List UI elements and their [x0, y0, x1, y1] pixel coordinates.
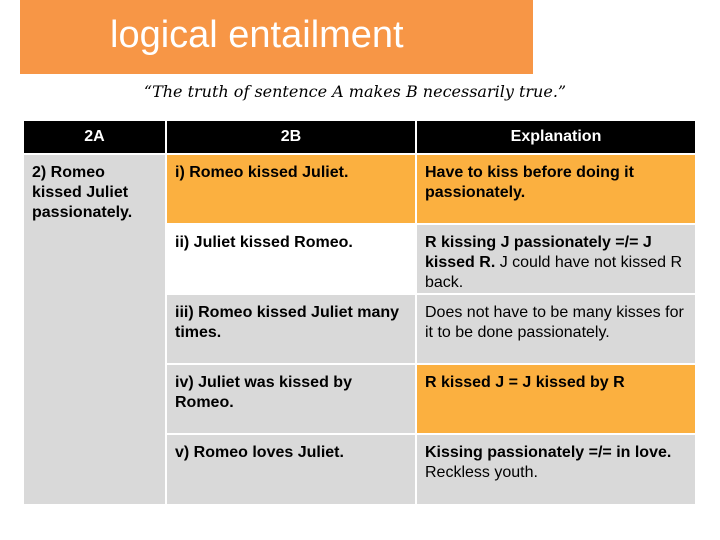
row-1-exp-bold: Have to kiss before doing it passionately.: [425, 164, 634, 201]
row-2-2b-text: ii) Juliet kissed Romeo.: [175, 234, 353, 251]
cell-2a-text: 2) Romeo kissed Juliet passionately.: [32, 164, 133, 221]
row-2-2b: [167, 225, 415, 293]
entailment-table: [24, 121, 695, 504]
row-2-explanation: [417, 225, 695, 293]
row-4-2b-text: iv) Juliet was kissed by Romeo.: [175, 374, 352, 411]
cell-2a: [24, 155, 165, 504]
row-3-2b: [167, 295, 415, 363]
row-3-exp-normal: Does not have to be many kisses for it to be done passionately.: [425, 304, 684, 341]
row-3-2b-text: iii) Romeo kissed Juliet many times.: [175, 304, 400, 341]
header-2b: 2B: [167, 121, 415, 153]
row-1-2b: [167, 155, 415, 223]
row-4-exp-bold: R kissed J = J kissed by R: [425, 374, 625, 391]
slide-title: logical entailment: [110, 14, 404, 56]
row-2-exp-bold: R kissing J passionately =/= J kissed R.: [425, 234, 652, 271]
row-4-explanation: [417, 365, 695, 433]
row-4-2b: [167, 365, 415, 433]
row-1-explanation: [417, 155, 695, 223]
header-2a: 2A: [24, 121, 165, 153]
row-5-explanation: [417, 435, 695, 504]
row-5-exp-bold: Kissing passionately =/= in love.: [425, 444, 672, 461]
row-1-2b-text: i) Romeo kissed Juliet.: [175, 164, 349, 181]
title-bar: [20, 0, 533, 74]
quote-line: [0, 82, 720, 101]
row-5-2b-text: v) Romeo loves Juliet.: [175, 444, 344, 461]
row-5-2b: [167, 435, 415, 504]
row-3-explanation: [417, 295, 695, 363]
quote-text: “The truth of sentence A makes B necessarily true.”: [143, 82, 567, 101]
row-5-exp-normal: Reckless youth.: [425, 464, 538, 481]
row-2-exp-normal: J could have not kissed R back.: [425, 254, 683, 291]
header-explanation: Explanation: [417, 121, 695, 153]
